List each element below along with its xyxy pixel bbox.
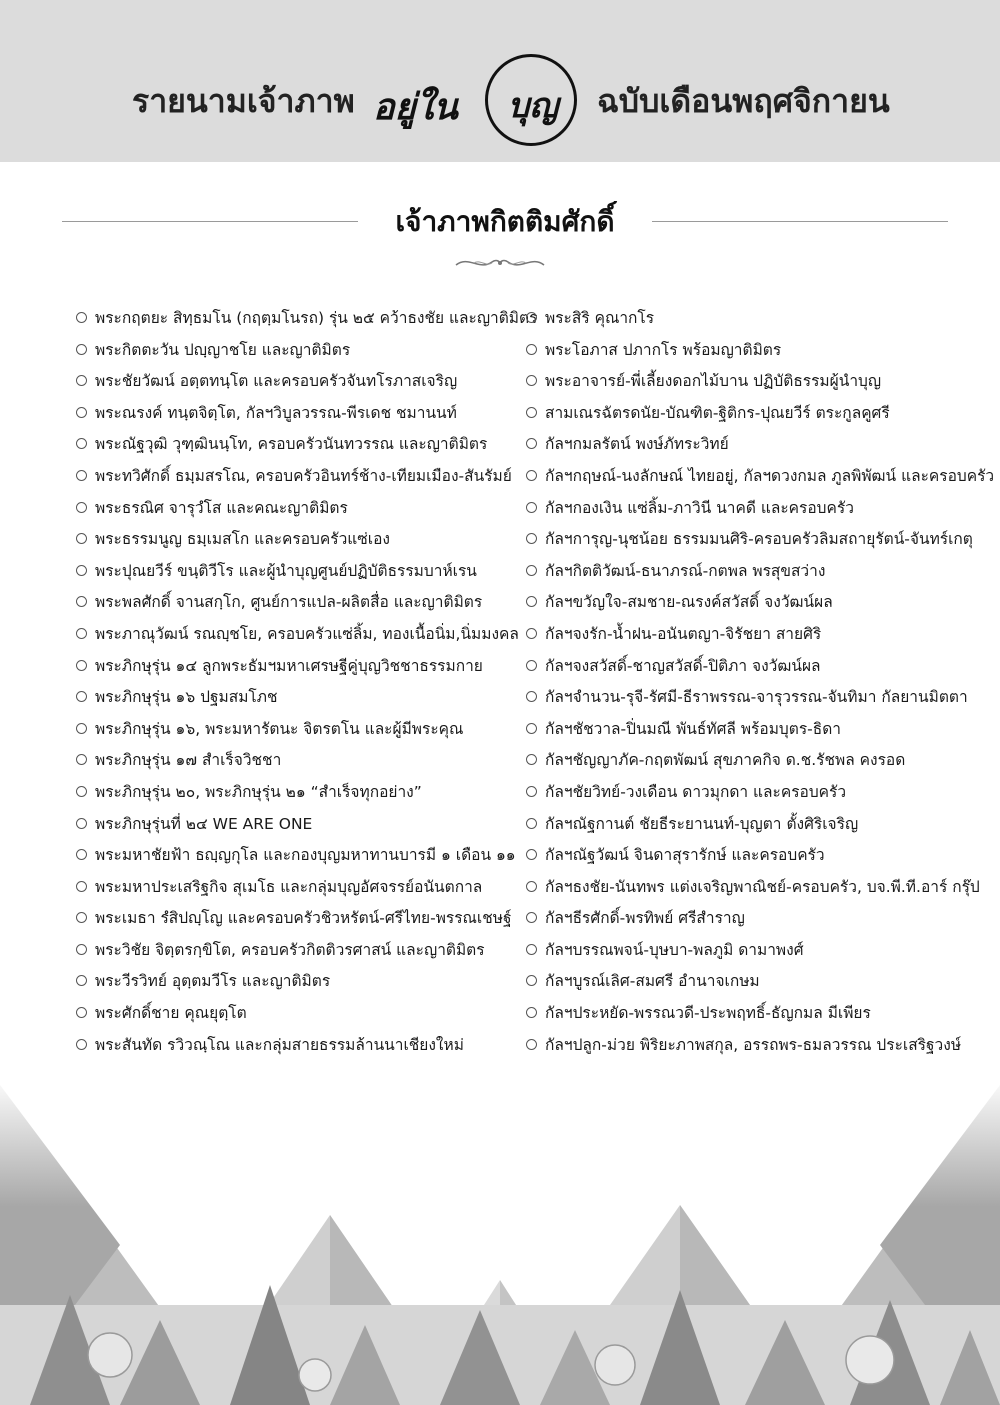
circle-bullet-icon: [526, 628, 537, 639]
logo-word-1: อยู่ใน: [373, 86, 458, 128]
donor-name: กัลฯชัญญาภัค-กฤตพัฒน์ สุขภาคกิจ ด.ช.รัชพล คงรอด: [545, 751, 906, 770]
donor-list-item: [76, 745, 522, 777]
donor-list-item: [76, 651, 522, 683]
donor-list-item: [76, 809, 522, 841]
donor-list-item: [76, 872, 522, 904]
circle-bullet-icon: [526, 533, 537, 544]
donor-name: พระธรณิศ จารุวํโส และคณะญาติมิตร: [95, 498, 348, 517]
donor-name: พระมหาประเสริฐกิจ สุเมโธ และกลุ่มบุญอัศจรรย์อนันตกาล: [95, 877, 483, 896]
donor-list-item: [76, 840, 522, 872]
donor-list-left: [76, 303, 538, 1061]
donor-name: พระอาจารย์-พี่เลี้ยงดอกไม้บาน ปฏิบัติธรรมผู้นำบุญ: [545, 372, 882, 391]
donor-name: พระณัฐวุฒิ วุฑฺฒินนฺโท, ครอบครัวนันทวรรณ และญาติมิตร: [95, 435, 488, 454]
circle-bullet-icon: [526, 312, 537, 323]
donor-name: พระภิกษุรุ่น ๒๐, พระภิกษุรุ่น ๒๑ “สำเร็จทุกอย่าง”: [95, 782, 422, 801]
donor-name: สามเณรฉัตรดนัย-บัณฑิต-ฐิติกร-ปุณยวีร์ ตระกูลคูศรี: [545, 403, 890, 422]
donor-name: กัลฯปลูก-ม่วย พิริยะภาพสกุล, อรรถพร-ธมลวรรณ ประเสริฐวงษ์: [545, 1035, 962, 1054]
donor-name: พระภิกษุรุ่น ๑๔ ลูกพระธัมฯมหาเศรษฐีคู่บุญวิชชาธรรมกาย: [95, 656, 483, 675]
donor-list-item: [76, 619, 522, 651]
donor-name: พระภิกษุรุ่น ๑๖ ปฐมสมโภช: [95, 688, 278, 707]
donor-list-item: [76, 556, 522, 588]
circle-bullet-icon: [76, 849, 87, 860]
circle-bullet-icon: [76, 407, 87, 418]
donor-list-item: [76, 587, 522, 619]
circle-bullet-icon: [76, 312, 87, 323]
donor-name: กัลฯธงชัย-นันทพร แต่งเจริญพาณิชย์-ครอบครัว, บจ.พี.ที.อาร์ กรุ๊ป: [545, 877, 980, 896]
donor-list-item: [76, 398, 522, 430]
donor-list-item: [76, 429, 522, 461]
circle-bullet-icon: [526, 975, 537, 986]
donor-list-item: [526, 682, 986, 714]
donor-list-item: [526, 872, 986, 904]
donor-list-item: [526, 745, 986, 777]
circle-bullet-icon: [526, 849, 537, 860]
circle-bullet-icon: [526, 1039, 537, 1050]
donor-list-item: [526, 714, 986, 746]
circle-bullet-icon: [526, 565, 537, 576]
circle-bullet-icon: [76, 533, 87, 544]
donor-name: พระวีรวิทย์ อุตฺตมวีโร และญาติมิตร: [95, 972, 331, 991]
donor-list-item: [526, 461, 995, 493]
donor-list-item: [76, 335, 522, 367]
donor-list-item: [526, 903, 986, 935]
donor-name: กัลฯธีรศักดิ์-พรทิพย์ ศรีสำราญ: [545, 909, 745, 928]
donor-list-item: [526, 429, 986, 461]
donor-list-item: [76, 493, 522, 525]
circle-bullet-icon: [526, 596, 537, 607]
circle-bullet-icon: [526, 502, 537, 513]
donor-list-item: [76, 682, 522, 714]
circle-bullet-icon: [526, 1007, 537, 1018]
donor-name: กัลฯบูรณ์เลิศ-สมศรี อำนาจเกษม: [545, 972, 760, 991]
circle-bullet-icon: [76, 565, 87, 576]
donor-list-item: [526, 840, 986, 872]
circle-bullet-icon: [76, 1007, 87, 1018]
circle-bullet-icon: [76, 818, 87, 829]
circle-bullet-icon: [76, 975, 87, 986]
donor-list-item: [76, 1030, 522, 1062]
donor-list-item: [526, 398, 986, 430]
donor-name: พระภิกษุรุ่น ๑๗ สำเร็จวิชชา: [95, 751, 282, 770]
donor-list-item: [526, 998, 986, 1030]
donor-list-item: [526, 303, 986, 335]
donor-list-item: [526, 366, 986, 398]
donor-name: พระชัยวัฒน์ อตฺตทนฺโต และครอบครัวจันทโรภาสเจริญ: [95, 372, 458, 391]
circle-bullet-icon: [526, 723, 537, 734]
donor-name: กัลฯณัฐกานต์ ชัยธีระยานนท์-บุญตา ตั้งศิริเจริญ: [545, 814, 859, 833]
circle-bullet-icon: [76, 723, 87, 734]
donor-name: กัลฯกิตติวัฒน์-ธนาภรณ์-กตพล พรสุขสว่าง: [545, 561, 826, 580]
circle-bullet-icon: [76, 438, 87, 449]
donor-name: พระโอภาส ปภากโร พร้อมญาติมิตร: [545, 340, 782, 359]
donor-list-item: [76, 966, 522, 998]
circle-bullet-icon: [76, 691, 87, 702]
circle-bullet-icon: [76, 628, 87, 639]
circle-bullet-icon: [526, 660, 537, 671]
circle-bullet-icon: [76, 944, 87, 955]
donor-name: กัลฯชัชวาล-ปิ่นมณี พันธ์ทัศลี พร้อมบุตร-ธิดา: [545, 719, 841, 738]
publication-logo: [367, 52, 581, 150]
donor-list-item: [76, 524, 522, 556]
circle-bullet-icon: [526, 407, 537, 418]
donor-list-right: [526, 303, 995, 1061]
donor-name: กัลฯประหยัด-พรรณวดี-ประพฤทธิ์-ธัญกมล มีเพียร: [545, 1004, 871, 1023]
donor-list-item: [76, 777, 522, 809]
donor-list-item: [76, 461, 522, 493]
donor-list-item: [76, 998, 522, 1030]
donor-name: พระวิชัย จิตฺตรกฺขิโต, ครอบครัวกิตติวรศาสน์ และญาติมิตร: [95, 940, 485, 959]
title-rule-left: [62, 221, 358, 222]
donor-name: กัลฯขวัญใจ-สมชาย-ณรงค์สวัสดิ์ จงวัฒน์ผล: [545, 593, 833, 612]
donor-list-item: [76, 366, 522, 398]
circle-bullet-icon: [526, 375, 537, 386]
donor-list-item: [526, 587, 986, 619]
circle-bullet-icon: [526, 818, 537, 829]
donor-name: กัลฯกมลรัตน์ พงษ์ภัทระวิทย์: [545, 435, 729, 454]
circle-bullet-icon: [76, 344, 87, 355]
circle-bullet-icon: [526, 944, 537, 955]
donor-list-item: [526, 651, 986, 683]
donor-list-item: [526, 556, 986, 588]
donor-name: พระสิริ คุณากโร: [545, 309, 655, 327]
circle-bullet-icon: [76, 754, 87, 765]
logo-word-2: บุญ: [507, 86, 559, 126]
circle-bullet-icon: [526, 438, 537, 449]
circle-bullet-icon: [76, 596, 87, 607]
circle-bullet-icon: [526, 754, 537, 765]
donor-name: กัลฯการุญ-นุชน้อย ธรรมมนศิริ-ครอบครัวลิมสถายุรัตน์-จันทร์เกตุ: [545, 530, 973, 549]
circle-bullet-icon: [526, 786, 537, 797]
donor-name: พระมหาชัยฟ้า ธญฺญกุโล และกองบุญมหาทานบารมี ๑ เดือน ๑๑: [95, 846, 516, 865]
donor-name: พระภิกษุรุ่นที่ ๒๔ WE ARE ONE: [95, 814, 313, 833]
circle-bullet-icon: [76, 1039, 87, 1050]
donor-list-item: [526, 335, 986, 367]
donor-list-item: [76, 714, 522, 746]
circle-bullet-icon: [76, 502, 87, 513]
circle-bullet-icon: [526, 344, 537, 355]
donor-list-item: [76, 903, 522, 935]
circle-bullet-icon: [526, 470, 537, 481]
donor-name: พระภาณุวัฒน์ รณญฺชโย, ครอบครัวแซ่ลิ้ม, ทองเนื้อนิ่ม,นิ่มมงคล: [95, 624, 519, 643]
donor-name: พระกิตตะวัน ปญฺญาชโย และญาติมิตร: [95, 340, 351, 359]
circle-bullet-icon: [76, 470, 87, 481]
donor-name: กัลฯกฤษณ์-นงลักษณ์ ไทยอยู่, กัลฯดวงกมล ภูลพิพัฒน์ และครอบครัว: [545, 466, 995, 485]
donor-name: พระปุณยวีร์ ขนฺติวีโร และผู้นำบุญศูนย์ปฏิบัติธรรมบาห์เรน: [95, 561, 477, 580]
donor-list-item: [526, 1030, 986, 1062]
circle-bullet-icon: [526, 691, 537, 702]
donor-list-item: [526, 777, 986, 809]
donor-list-item: [76, 303, 538, 335]
donor-name: กัลฯจงรัก-น้ำฝน-อนันตญา-จิรัชยา สายศิริ: [545, 624, 822, 643]
donor-name: กัลฯจำนวน-รุจี-รัศมี-ธีราพรรณ-จารุวรรณ-จันทิมา กัลยานมิตตา: [545, 688, 968, 707]
header-title-left: รายนามเจ้าภาพ: [132, 82, 355, 120]
donor-name: พระภิกษุรุ่น ๑๖, พระมหารัตนะ จิตรตโน และผู้มีพระคุณ: [95, 719, 464, 738]
donor-list-item: [526, 493, 986, 525]
header-title-right: ฉบับเดือนพฤศจิกายน: [597, 82, 890, 120]
circle-bullet-icon: [76, 881, 87, 892]
donor-name: พระศักดิ์ชาย คุณยุตฺโต: [95, 1004, 247, 1023]
circle-bullet-icon: [76, 375, 87, 386]
circle-bullet-icon: [76, 660, 87, 671]
donor-list-item: [526, 524, 986, 556]
circle-bullet-icon: [76, 912, 87, 923]
donor-name: กัลฯชัยวิทย์-วงเดือน ดาวมุกดา และครอบครัว: [545, 782, 847, 801]
donor-list-item: [526, 809, 986, 841]
donor-name: พระสันทัด รวิวณฺโณ และกลุ่มสายธรรมล้านนาเชียงใหม่: [95, 1035, 464, 1054]
donor-name: พระธรรมนูญ ธมฺเมสโก และครอบครัวแซ่เอง: [95, 530, 390, 549]
donor-list-item: [76, 935, 522, 967]
section-title: เจ้าภาพกิตติมศักดิ์: [395, 205, 615, 238]
title-rule-right: [652, 221, 948, 222]
donor-list-item: [526, 935, 986, 967]
donor-name: กัลฯบรรณพจน์-บุษบา-พลภูมิ ดามาพงศ์: [545, 940, 804, 959]
donor-list-item: [526, 619, 986, 651]
donor-name: พระทวิศักดิ์ ธมฺมสรโณ, ครอบครัวอินทร์ช้าง-เทียมเมือง-สันรัมย์: [95, 466, 512, 485]
circle-bullet-icon: [76, 786, 87, 797]
donor-name: กัลฯณัฐวัฒน์ จินดาสุรารักษ์ และครอบครัว: [545, 846, 825, 865]
donor-list-item: [526, 966, 986, 998]
donor-name: กัลฯจงสวัสดิ์-ชาญสวัสดิ์-ปิติภา จงวัฒน์ผล: [545, 656, 821, 675]
crystal-mountain-illustration: [0, 1075, 1000, 1405]
circle-bullet-icon: [526, 881, 537, 892]
donor-name: พระพลศักดิ์ จานสกฺโก, ศูนย์การแปล-ผลิตสื่อ และญาติมิตร: [95, 593, 483, 612]
donor-name: พระณรงค์ ทนฺตจิตฺโต, กัลฯวิบูลวรรณ-พีรเดช ชมานนท์: [95, 403, 457, 422]
donor-name: พระกฤตยะ สิทฺธมโน (กฤตฺมโนรถ) รุ่น ๒๕ คว้าธงชัย และญาติมิตร: [95, 309, 538, 327]
donor-name: กัลฯกองเงิน แซ่ลิ้ม-ภาวินี นาคดี และครอบครัว: [545, 498, 854, 517]
circle-bullet-icon: [526, 912, 537, 923]
flourish-ornament: [452, 253, 548, 273]
donor-name: พระเมธา รํสิปญฺโญ และครอบครัวชิวหรัตน์-ศรีไทย-พรรณเชษฐ์: [95, 909, 512, 928]
